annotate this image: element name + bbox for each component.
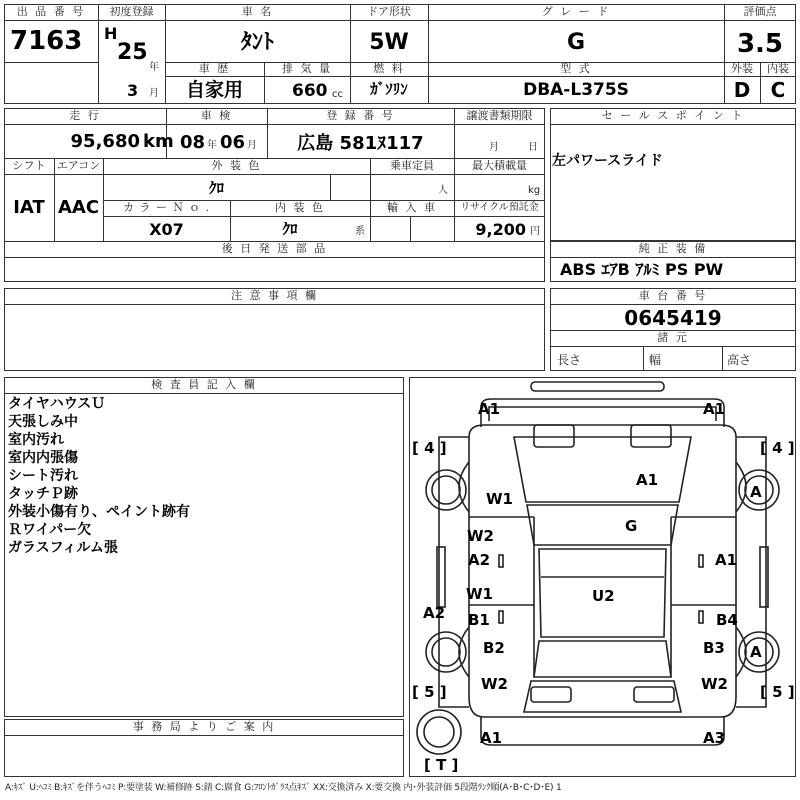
int-color-label: 内 装 色 — [275, 201, 325, 214]
color-no-label: カ ラ ー Ｎ ｏ . — [123, 201, 210, 214]
inspector-note: 外装小傷有り、ペイント跡有 — [8, 504, 190, 520]
transfer-month-unit: 月 — [489, 142, 499, 153]
inspector-label: 検 査 員 記 入 欄 — [151, 378, 257, 391]
tire-front-right: [ 4 ] — [760, 439, 795, 457]
chassis-number: 0645419 — [624, 306, 722, 330]
damage-front-bumper-right: A1 — [703, 400, 726, 418]
first-reg-year-unit: 年 — [149, 62, 159, 73]
tire-rear-left: [ 5 ] — [412, 683, 447, 701]
car-name: ﾀﾝﾄ — [240, 30, 274, 55]
shift: IAT — [13, 197, 45, 218]
inspector-notes — [8, 395, 190, 557]
first-reg-month-unit: 月 — [149, 88, 159, 99]
model-code: DBA-L375S — [523, 80, 629, 100]
interior-grade-label: 内装 — [767, 62, 789, 75]
inspector-note: ガラスフィルム張 — [8, 540, 118, 556]
damage-bonnet: A1 — [636, 471, 659, 489]
inspector-note: タッチＰ跡 — [8, 486, 78, 502]
fuel-label: 燃 料 — [373, 62, 405, 75]
damage-rear-bumper-right: A3 — [703, 729, 726, 747]
interior-grade: C — [770, 78, 786, 102]
door-type: 5W — [369, 30, 409, 55]
chassis-label: 車 台 番 号 — [638, 289, 708, 302]
displacement-label: 排 気 量 — [282, 62, 332, 75]
recycle-label: リサイクル預託金 — [460, 202, 539, 213]
inspector-note: タイヤハウスＵ — [8, 396, 106, 412]
registration-label: 登 録 番 号 — [326, 109, 395, 122]
recycle-fee: 9,200 — [475, 220, 526, 239]
displacement: 660 — [292, 81, 328, 101]
first-reg-era: H — [104, 24, 118, 43]
tire-front-left: [ 4 ] — [412, 439, 447, 457]
damage-left-front-door: A2 — [468, 551, 491, 569]
inspector-note: 室内内張傷 — [8, 450, 78, 466]
dimension-width-label: 幅 — [649, 353, 662, 367]
damage-right-rear: W2 — [701, 675, 728, 693]
shift-label: シフト — [12, 159, 46, 172]
inspection-label: 車 検 — [200, 109, 233, 122]
inspector-note: 天張しみ中 — [8, 414, 78, 430]
mileage-label: 走 行 — [69, 109, 101, 122]
damage-legend: A:ｷｽﾞ U:ﾍｺﾐ B:ｷｽﾞを伴うﾍｺﾐ P:要塗装 W:補修跡 S:錆 C:腐食 G:ﾌﾛﾝﾄｶﾞﾗｽ点ｷｽﾞ XX:交換済み X:要交換 内･外装評価 5段階ﾗﾝｸ順(A･B･C･D･E) 1 — [5, 783, 562, 793]
score-label: 評価点 — [743, 5, 777, 18]
first-reg-year: 25 — [117, 40, 148, 65]
capacity-label: 乗車定員 — [390, 159, 434, 172]
recycle-unit: 円 — [530, 226, 540, 237]
registration-number: 広島 581ﾇ117 — [297, 133, 424, 154]
history-label: 車 歴 — [198, 62, 231, 75]
history: 自家用 — [185, 79, 243, 101]
equipment: ABS ｴｱB ｱﾙﾐ PS PW — [560, 260, 724, 279]
sales-point-label: セ ー ル ス ポ イ ン ト — [601, 109, 745, 122]
damage-windshield: G — [625, 517, 638, 535]
grade-label: グ レ ー ド — [541, 5, 611, 18]
inspector-note: 室内汚れ — [8, 432, 64, 448]
sales-point: 左パワースライド — [552, 153, 663, 169]
office-label: 事 務 局 よ り ご 案 内 — [132, 720, 276, 733]
grade: G — [566, 30, 586, 55]
lot-number: 7163 — [10, 26, 83, 56]
inspection-year: 08 — [180, 132, 206, 153]
door-label: ドア形状 — [367, 5, 411, 18]
caution-label: 注 意 事 項 欄 — [231, 289, 318, 302]
dimension-height-label: 高さ — [727, 353, 752, 367]
damage-right-rear-door: B4 — [716, 611, 738, 629]
mileage: 95,680 — [70, 131, 140, 152]
color-no: X07 — [149, 220, 184, 239]
damage-right-quarter: B3 — [703, 639, 725, 657]
equipment-label: 純 正 装 備 — [638, 242, 708, 255]
first-reg-label: 初度登録 — [109, 5, 154, 18]
inspector-note: Ｒワイパー欠 — [8, 522, 92, 538]
dimension-length-label: 長さ — [557, 353, 582, 367]
import-label: 輸 入 車 — [387, 201, 437, 214]
fuel: ｶﾞｿﾘﾝ — [370, 80, 408, 98]
inspector-note: シート汚れ — [8, 468, 78, 484]
damage-left-quarter: B2 — [483, 639, 505, 657]
car-damage-diagram — [409, 377, 796, 777]
damage-right-front-tire: A — [750, 483, 762, 501]
tire-spare: [ T ] — [424, 756, 459, 774]
damage-left-front-door-top: W2 — [467, 527, 494, 545]
inspection-year-unit: 年 — [207, 140, 217, 151]
model-label: 型 式 — [560, 62, 592, 75]
later-parts-label: 後 日 発 送 部 品 — [221, 242, 328, 255]
damage-front-bumper-left: A1 — [478, 400, 501, 418]
max-load-unit: kg — [528, 185, 541, 196]
lot-label: 出 品 番 号 — [16, 5, 86, 18]
inspection-month: 06 — [220, 132, 246, 153]
int-color-unit: 系 — [355, 226, 365, 237]
exterior-grade-label: 外装 — [731, 62, 753, 75]
ext-color-label: 外 装 色 — [211, 159, 262, 172]
first-reg-month: 3 — [127, 81, 139, 100]
ext-color: ｸﾛ — [208, 179, 224, 197]
transfer-day-unit: 日 — [528, 142, 538, 153]
tire-rear-right: [ 5 ] — [760, 683, 795, 701]
aircon-label: エアコン — [56, 159, 101, 172]
damage-roof: U2 — [592, 587, 615, 605]
inspection-month-unit: 月 — [247, 140, 257, 151]
damage-left-rear-door: B1 — [468, 611, 490, 629]
sales-point-panel — [550, 108, 796, 241]
damage-rear-bumper-left: A1 — [480, 729, 503, 747]
transfer-label: 譲渡書類期限 — [466, 109, 533, 122]
damage-left-rear-door-top: W1 — [466, 585, 493, 603]
damage-left-sill: A2 — [423, 604, 446, 622]
damage-right-front-door: A1 — [715, 551, 738, 569]
capacity-unit: 人 — [438, 185, 448, 196]
displacement-unit: cc — [332, 89, 343, 100]
max-load-label: 最大積載量 — [472, 159, 527, 172]
aircon: AAC — [57, 197, 100, 218]
score: 3.5 — [736, 29, 784, 59]
damage-right-rear-tire: A — [750, 643, 762, 661]
int-color: ｸﾛ — [282, 220, 298, 238]
dimensions-label: 諸 元 — [657, 331, 689, 344]
damage-left-rear: W2 — [481, 675, 508, 693]
mileage-unit: km — [143, 131, 174, 152]
exterior-grade: D — [733, 78, 751, 102]
damage-left-front-fender: W1 — [486, 490, 513, 508]
car-name-label: 車 名 — [241, 5, 274, 18]
